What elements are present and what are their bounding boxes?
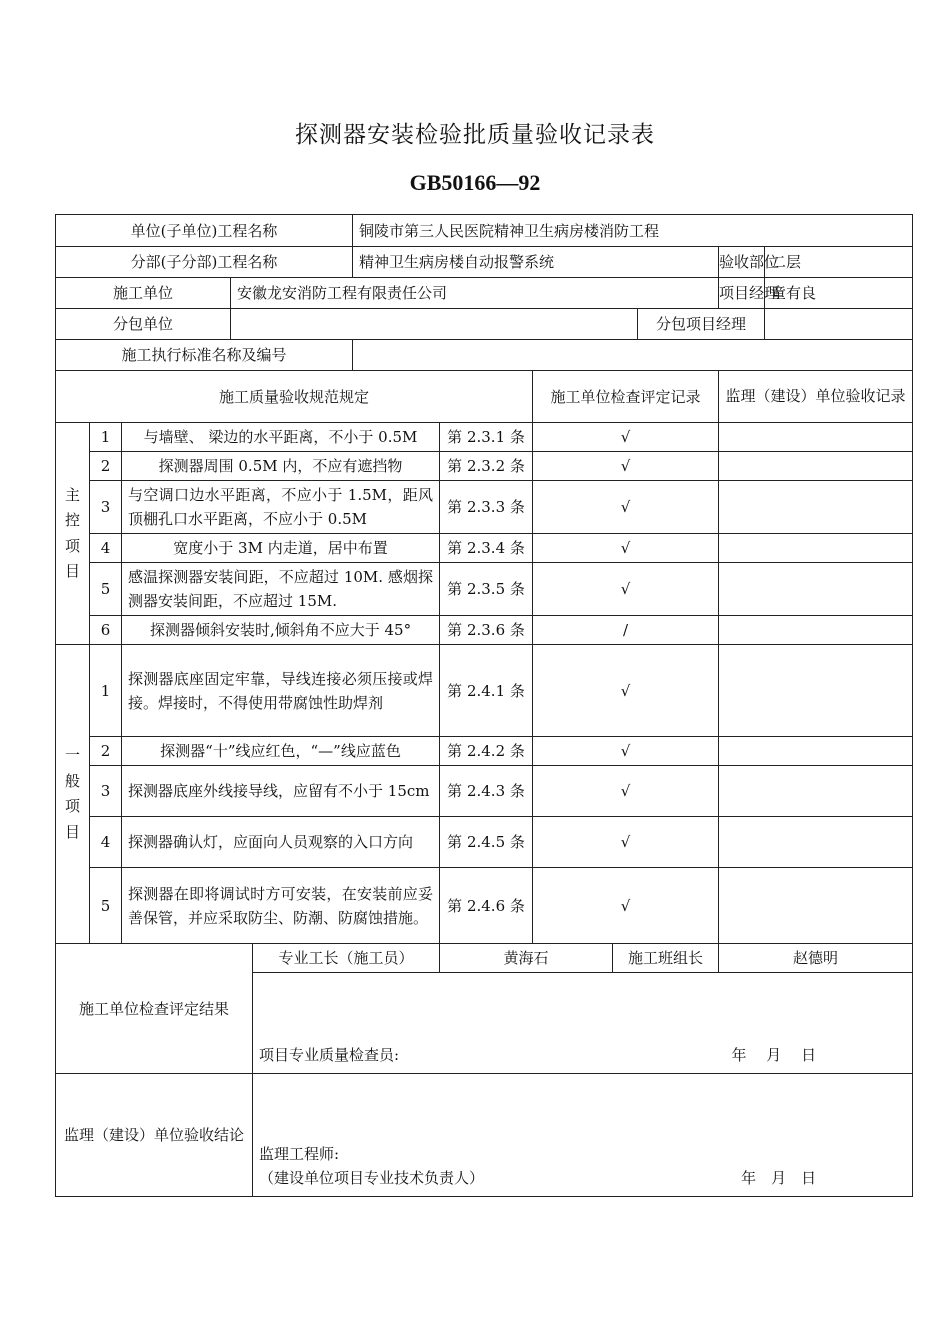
item-desc: 探测器底座外线接导线，应留有不小于 15cm (122, 766, 440, 817)
item-supervise (719, 423, 913, 452)
accept-part-value: 二层 (765, 247, 913, 278)
item-clause: 第 2.3.4 条 (440, 534, 533, 563)
spec-header: 施工质量验收规范规定 (56, 371, 533, 423)
item-clause: 第 2.3.1 条 (440, 423, 533, 452)
constructor-value: 安徽龙安消防工程有限责任公司 (231, 278, 719, 309)
table-row (56, 423, 913, 452)
item-clause: 第 2.3.5 条 (440, 563, 533, 616)
item-clause: 第 2.4.1 条 (440, 645, 533, 737)
standard-label: 施工执行标准名称及编号 (56, 340, 353, 371)
foreman-label: 专业工长（施工员） (253, 944, 440, 973)
item-no: 5 (90, 868, 122, 944)
item-supervise (719, 481, 913, 534)
table-row (56, 481, 913, 534)
conclusion-date: 年 月 日 (741, 1169, 817, 1187)
item-no: 3 (90, 481, 122, 534)
item-desc: 探测器“十”线应红色，“—”线应蓝色 (122, 737, 440, 766)
acceptance-table (55, 214, 913, 1197)
engineer-label: 监理工程师: (259, 1145, 340, 1163)
main-control-label (56, 423, 90, 645)
result-date: 年 月 日 (731, 1046, 817, 1064)
item-check: √ (533, 737, 719, 766)
table-row (56, 817, 913, 868)
sub-pm-label: 分包项目经理 (638, 309, 765, 340)
sub-pm-value (765, 309, 913, 340)
item-supervise (719, 868, 913, 944)
supervise-header: 监理（建设）单位验收记录 (719, 371, 913, 423)
item-supervise (719, 452, 913, 481)
item-no: 4 (90, 817, 122, 868)
result-sign-area (253, 973, 913, 1074)
item-clause: 第 2.3.6 条 (440, 616, 533, 645)
pm-value: 童有良 (765, 278, 913, 309)
table-row (56, 563, 913, 616)
sub-project-value: 精神卫生病房楼自动报警系统 (353, 247, 719, 278)
unit-project-label: 单位(子单位)工程名称 (56, 215, 353, 247)
item-supervise (719, 534, 913, 563)
standard-code: GB50166—92 (409, 170, 541, 195)
conclusion-sign-area (253, 1074, 913, 1197)
item-check: √ (533, 423, 719, 452)
subcontractor-value (231, 309, 638, 340)
item-no: 3 (90, 766, 122, 817)
item-clause: 第 2.3.2 条 (440, 452, 533, 481)
foreman-value: 黄海石 (440, 944, 613, 973)
item-desc: 探测器周围 0.5M 内，不应有遮挡物 (122, 452, 440, 481)
item-check: √ (533, 817, 719, 868)
table-row (56, 868, 913, 944)
item-desc: 探测器倾斜安装时,倾斜角不应大于 45° (122, 616, 440, 645)
item-clause: 第 2.3.3 条 (440, 481, 533, 534)
item-no: 6 (90, 616, 122, 645)
standard-value (353, 340, 913, 371)
table-row (56, 737, 913, 766)
item-clause: 第 2.4.2 条 (440, 737, 533, 766)
conclusion-label: 监理（建设）单位验收结论 (56, 1074, 253, 1197)
unit-project-value: 铜陵市第三人民医院精神卫生病房楼消防工程 (353, 215, 913, 247)
item-desc: 探测器确认灯，应面向人员观察的入口方向 (122, 817, 440, 868)
item-no: 2 (90, 737, 122, 766)
check-header: 施工单位检查评定记录 (533, 371, 719, 423)
owner-label: （建设单位项目专业技术负责人） (259, 1169, 485, 1187)
table-row (56, 645, 913, 737)
item-desc: 与空调口边水平距离，不应小于 1.5M，距风顶棚孔口水平距离，不应小于 0.5M (122, 481, 440, 534)
general-label-text: 一般项目 (65, 746, 81, 841)
table-row (56, 616, 913, 645)
item-clause: 第 2.4.6 条 (440, 868, 533, 944)
constructor-label: 施工单位 (56, 278, 231, 309)
item-desc: 与墙壁、 梁边的水平距离，不小于 0.5M (122, 423, 440, 452)
item-desc: 探测器在即将调试时方可安装，在安装前应妥善保管，并应采取防尘、防潮、防腐蚀措施。 (122, 868, 440, 944)
item-check: √ (533, 766, 719, 817)
form-title: 探测器安装检验批质量验收记录表 (295, 122, 655, 148)
item-clause: 第 2.4.3 条 (440, 766, 533, 817)
item-desc: 感温探测器安装间距，不应超过 10M. 感烟探测器安装间距，不应超过 15M. (122, 563, 440, 616)
item-check: √ (533, 481, 719, 534)
item-check: √ (533, 645, 719, 737)
item-desc: 探测器底座固定牢靠，导线连接必须压接或焊接。焊接时，不得使用带腐蚀性助焊剂 (122, 645, 440, 737)
inspector-label: 项目专业质量检查员: (259, 1046, 400, 1064)
subcontractor-label: 分包单位 (56, 309, 231, 340)
item-supervise (719, 766, 913, 817)
item-supervise (719, 737, 913, 766)
accept-part-label: 验收部位 (719, 247, 765, 278)
item-supervise (719, 616, 913, 645)
item-check: √ (533, 452, 719, 481)
team-leader-label: 施工班组长 (613, 944, 719, 973)
item-no: 1 (90, 423, 122, 452)
item-check: √ (533, 534, 719, 563)
pm-label: 项目经理 (719, 278, 765, 309)
item-supervise (719, 563, 913, 616)
main-control-label-text: 主控项目 (65, 485, 81, 580)
table-row (56, 452, 913, 481)
table-row (56, 534, 913, 563)
item-no: 4 (90, 534, 122, 563)
sub-project-label: 分部(子分部)工程名称 (56, 247, 353, 278)
item-clause: 第 2.4.5 条 (440, 817, 533, 868)
team-leader-value: 赵德明 (719, 944, 913, 973)
item-supervise (719, 817, 913, 868)
item-supervise (719, 645, 913, 737)
item-desc: 宽度小于 3M 内走道，居中布置 (122, 534, 440, 563)
item-no: 2 (90, 452, 122, 481)
table-row (56, 766, 913, 817)
result-label: 施工单位检查评定结果 (56, 944, 253, 1074)
item-check: √ (533, 563, 719, 616)
item-no: 5 (90, 563, 122, 616)
item-check: √ (533, 868, 719, 944)
item-check: / (533, 616, 719, 645)
item-no: 1 (90, 645, 122, 737)
general-label (56, 645, 90, 944)
